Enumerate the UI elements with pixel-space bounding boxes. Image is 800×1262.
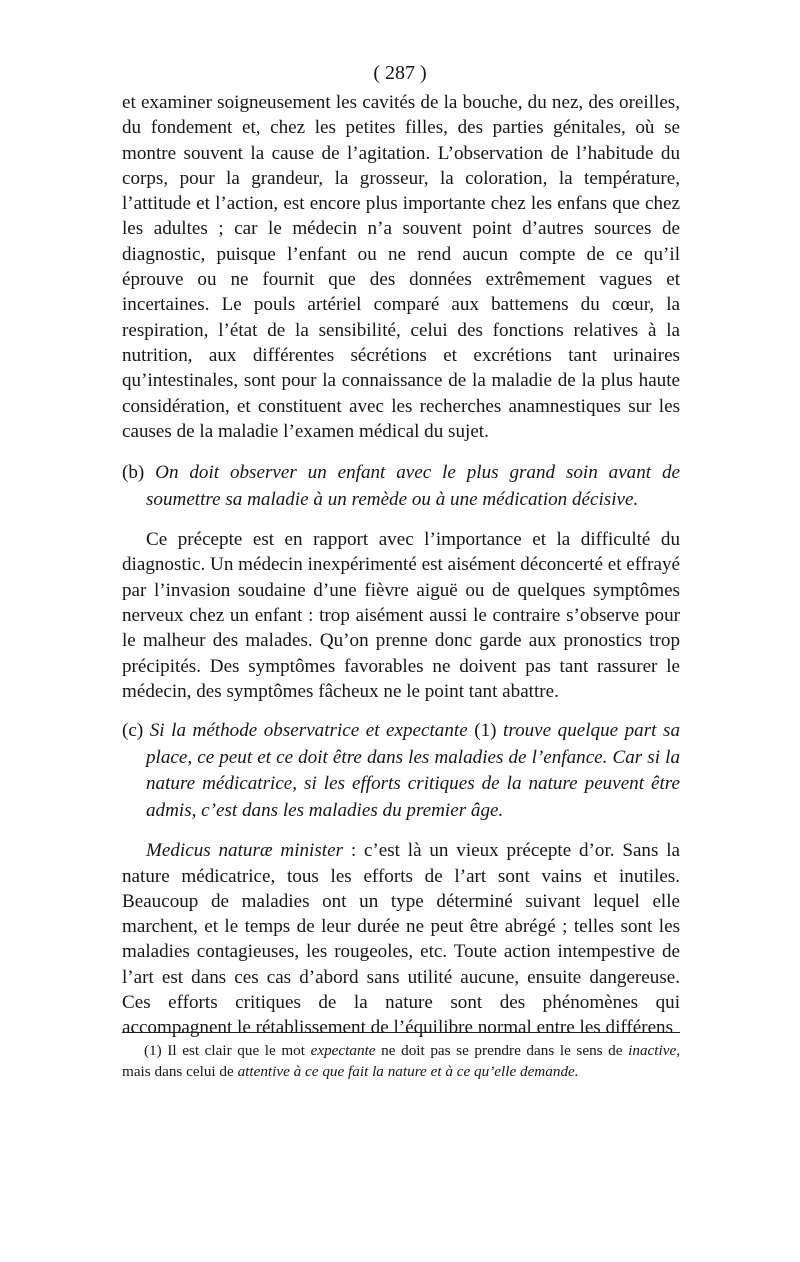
paragraph-b: Ce précepte est en rapport avec l’importance et la difficulté du diagnostic. Un médecin inexpérimenté est aisément déconcerté et effrayé par l’invasion soudaine d’une fièvre aiguë ou de quelques symptômes nerveux chez un enfant : trop aisément aussi le contraire s’observe pour le malheur des malades. Qu’on prenne donc garde aux pronostics trop précipités. Des symptômes favorables ne doivent pas tant rassurer le médecin, des symptômes fâcheux ne le point tant abattre. — [122, 529, 680, 702]
precept-b-text: On doit observer un enfant avec le plus grand soin avant de soumettre sa maladie à un remède ou à une médication décisive. — [146, 462, 680, 510]
footnote-i3: attentive à ce que fait la nature et à ce qu’elle demande. — [237, 1063, 579, 1080]
footnote — [122, 1040, 680, 1082]
precept-c-text-before: Si la méthode observatrice et expectante — [149, 720, 468, 742]
footnote-i2: inactive — [628, 1042, 677, 1059]
footnote-t3: , mais dans celui de — [122, 1042, 681, 1080]
paragraph-c — [122, 838, 680, 1040]
page-number: ( 287 ) — [373, 62, 427, 84]
paragraph-c-text: : c’est là un vieux précepte d’or. Sans la nature médicatrice, tous les efforts de l’art sont vains et inutiles. Beaucoup de maladies ont un type déterminé suivant lequel elle marchent, et le temps de leur durée ne peut être abrégé ; telles sont les maladies contagieuses, les rougeoles, etc. Toute action intempestive de l’art est dans ces cas d’abord sans utilité aucune, ensuite dangereuse. Ces efforts critiques de la nature sont des phénomènes qui accompagnent le rétablissement de l’équilibre normal entre les différens — [122, 840, 680, 1039]
body-text — [122, 90, 680, 1041]
precept-b — [122, 460, 680, 513]
footnote-t2: ne doit pas se prendre dans le sens de — [381, 1042, 623, 1059]
footnote-t1: Il est clair que le mot — [167, 1042, 305, 1059]
precept-b-label: (b) — [122, 462, 145, 484]
footnote-ref: (1) — [474, 720, 497, 742]
precept-c-label: (c) — [122, 720, 144, 742]
paragraph-continued: et examiner soigneusement les cavités de la bouche, du nez, des oreilles, du fondement et, chez les petites filles, des parties génitales, où se montre souvent la cause de l’agitation. L’observation de l’habitude du corps, pour la grandeur, la grosseur, la coloration, la température, l’attitude et l’action, est encore plus importante chez les enfans que chez les adultes ; car le médecin n’a souvent point d’autres sources de diagnostic, puisque l’enfant ou ne rend aucun compte de ce qu’il éprouve ou ne fournit que des données extrêmement vagues et incertaines. Le pouls artériel comparé aux battemens du cœur, la respiration, l’état de la sensibilité, celui des fonctions relatives à la nutrition, aux différentes sécrétions et excrétions tant urinaires qu’intestinales, sont pour la connaissance de la maladie de la plus haute considération, et constituent avec les recherches anamnestiques sur les causes de la maladie l’examen médical du sujet. — [122, 92, 680, 442]
precept-c-text-after: trouve quelque part sa place, ce peut et ce doit être dans les maladies de l’enfance. Car si la nature médicatrice, si les efforts critiques de la nature peuvent être admis, c’est dans les maladies du premier âge. — [146, 720, 680, 821]
footnote-marker: (1) — [144, 1042, 162, 1059]
latin-maxim: Medicus naturæ minister — [146, 840, 344, 862]
footnote-rule — [122, 1032, 680, 1033]
precept-c — [122, 718, 680, 824]
footnote-i1: expectante — [310, 1042, 376, 1059]
